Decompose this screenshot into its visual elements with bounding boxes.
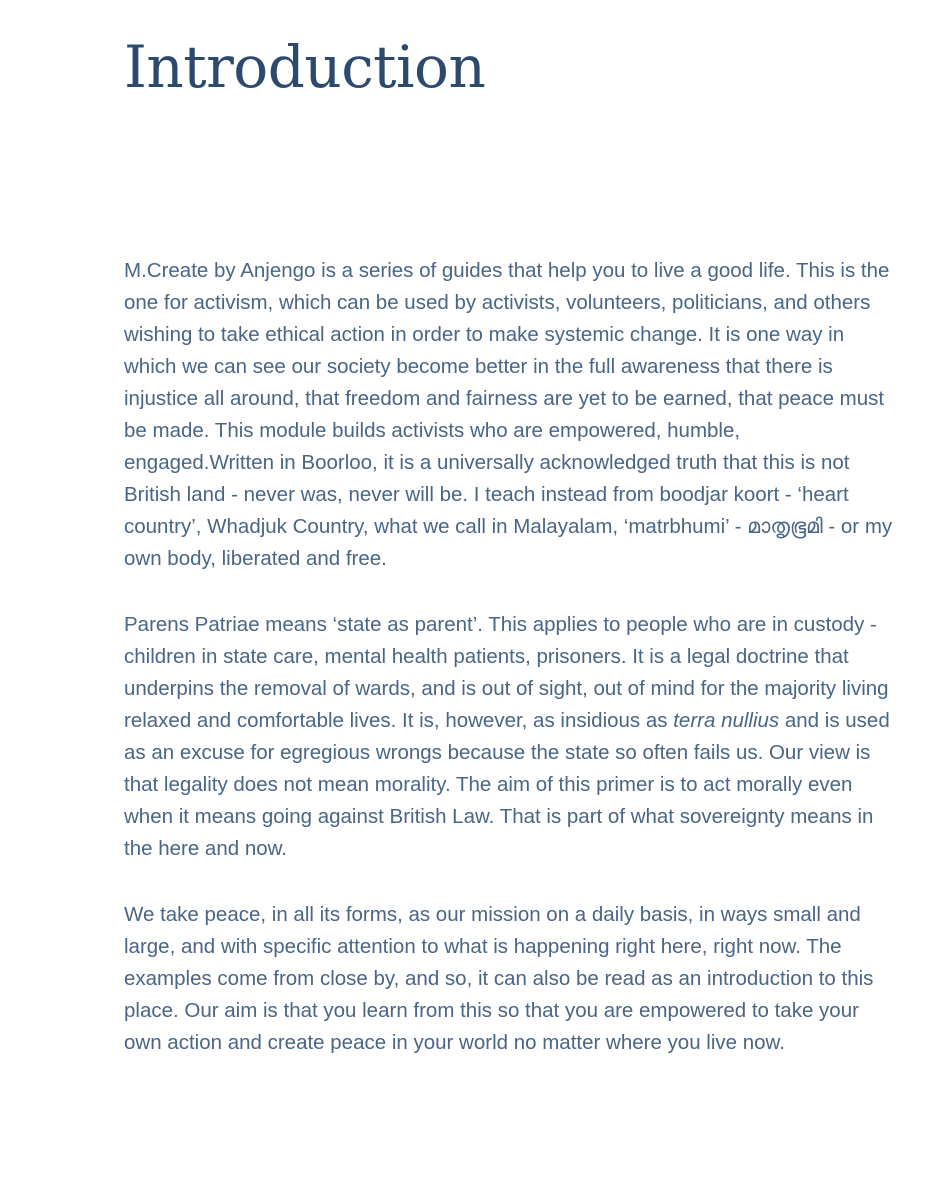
intro-paragraph: M.Create by Anjengo is a series of guides that help you to live a good life. This is the one for activism, which can be used by activists, volunteers, politicians, and others wishing to take ethical action in order to make systemic change. It is one way in which we can see our society become better in the full awareness that there is injustice all around, that freedom and fairness are yet to be earned, that peace must be made. This module builds activists who are empowered, humble, engaged.Written in Boorloo, it is a universally acknowledged truth that this is not British land - never was, never will be. I teach instead from boodjar koort - ‘heart country’, Whadjuk Country, what we call in Malayalam, ‘matrbhumi’ - മാതൃഭൂമി - or my own body, liberated and free. — [124, 259, 893, 570]
peace-mission-paragraph: We take peace, in all its forms, as our mission on a daily basis, in ways small and large, and with specific attention to what is happening right here, right now. The examples come from close by, and so, it can also be read as an introduction to this place. Our aim is that you learn from this so that you are empowered to take your own action and create peace in your world no matter where you live now. — [124, 903, 874, 1054]
article-body — [124, 255, 894, 1093]
paragraph-text: and is used as an excuse for egregious wrongs because the state so often fails us. Our view is that legality does not mean morality. The aim of this primer is to act morally even when it means going against British Law. That is part of what sovereignty means in the here and now. — [124, 709, 890, 860]
emphasis-terra-nullius: terra nullius — [673, 709, 780, 732]
paragraph-text: Parens Patriae means ‘state as parent’. This applies to people who are in custody - children in state care, mental health patients, prisoners. It is a legal doctrine that underpins the removal of wards, and is out of sight, out of mind for the majority living relaxed and comfortable lives. It is, however, as insidious as — [124, 613, 889, 732]
page-title: Introduction — [124, 33, 486, 101]
parens-patriae-paragraph — [124, 609, 894, 865]
